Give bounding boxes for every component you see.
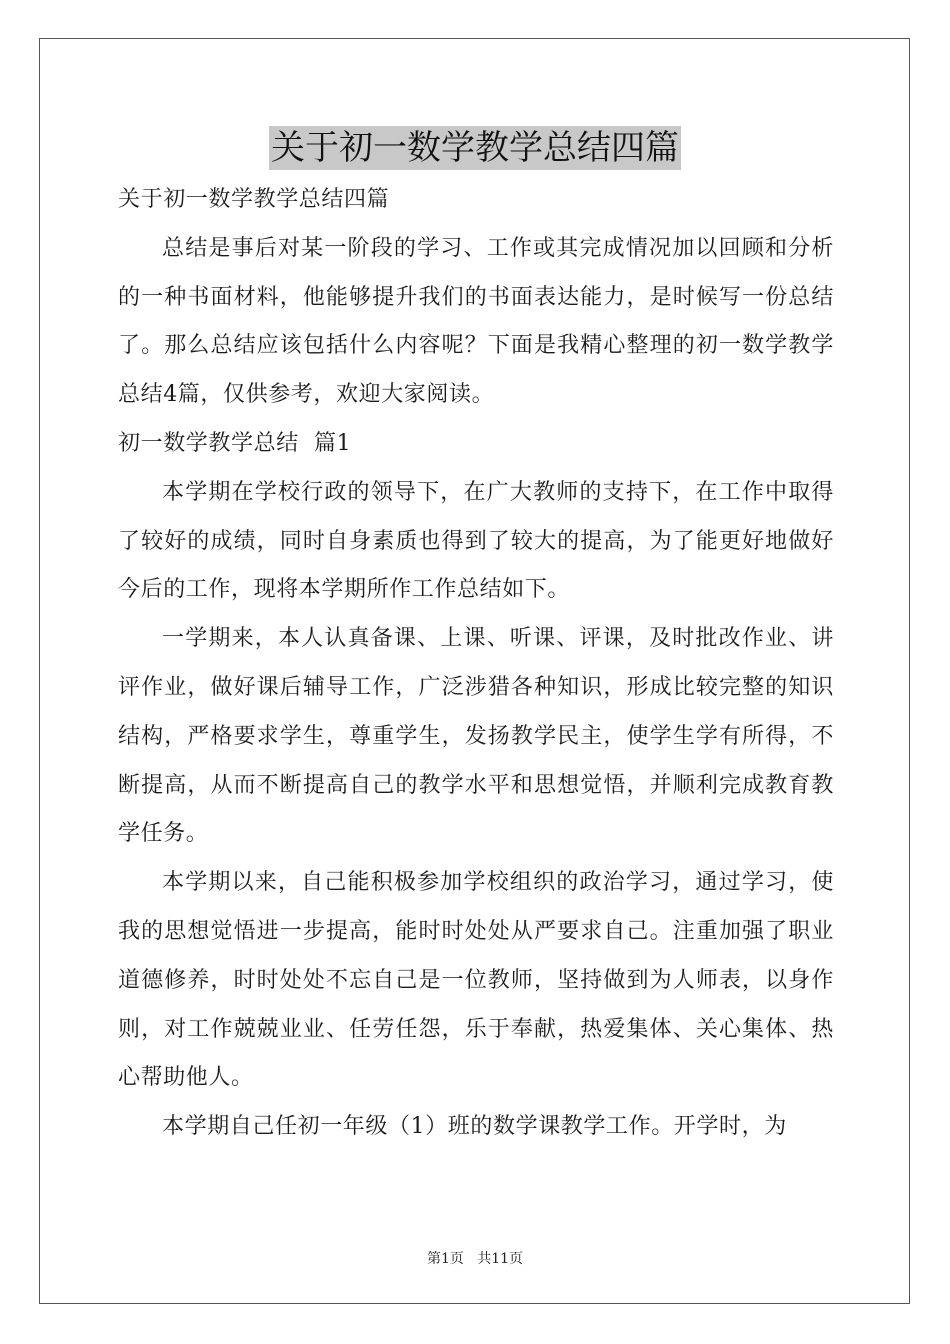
page-footer: 第1页 共11页 [426,1251,524,1267]
document-subtitle: 关于初一数学教学总结四篇 [118,187,390,212]
document-title: 关于初一数学教学总结四篇 [271,128,679,168]
body-paragraph-4: 本学期自己任初一年级（1）班的数学课教学工作。开学时，为 [162,1114,787,1140]
body-paragraph-2: 一学期来，本人认真备课、上课、听课、评课，及时批改作业、讲评作业，做好课后辅导工作，广泛涉猎各种知识，形成比较完整的知识结构，严格要求学生，尊重学生，发扬教学民主，使学生学有所得，不断提高，从而不断提高自己的教学水平和思想觉悟，并顺利完成教育教学任务。 [118,626,834,847]
body-paragraph-1: 本学期在学校行政的领导下，在广大教师的支持下，在工作中取得了较好的成绩，同时自身素质也得到了较大的提高，为了能更好地做好今后的工作，现将本学期所作工作总结如下。 [118,479,834,603]
intro-paragraph: 总结是事后对某一阶段的学习、工作或其完成情况加以回顾和分析的一种书面材料，他能够提升我们的书面表达能力，是时候写一份总结了。那么总结应该包括什么内容呢？下面是我精心整理的初一数学教学总结4篇，仅供参考，欢迎大家阅读。 [118,235,834,408]
document-body [118,176,834,1152]
body-paragraph-3: 本学期以来，自己能积极参加学校组织的政治学习，通过学习，使我的思想觉悟进一步提高，能时时处处从严要求自己。注重加强了职业道德修养，时时处处不忘自己是一位教师，坚持做到为人师表，以身作则，对工作兢兢业业、任劳任怨，乐于奉献，热爱集体、关心集体、热心帮助他人。 [118,870,834,1091]
section-heading: 初一数学教学总结 篇1 [118,430,352,456]
title-container [0,126,950,170]
